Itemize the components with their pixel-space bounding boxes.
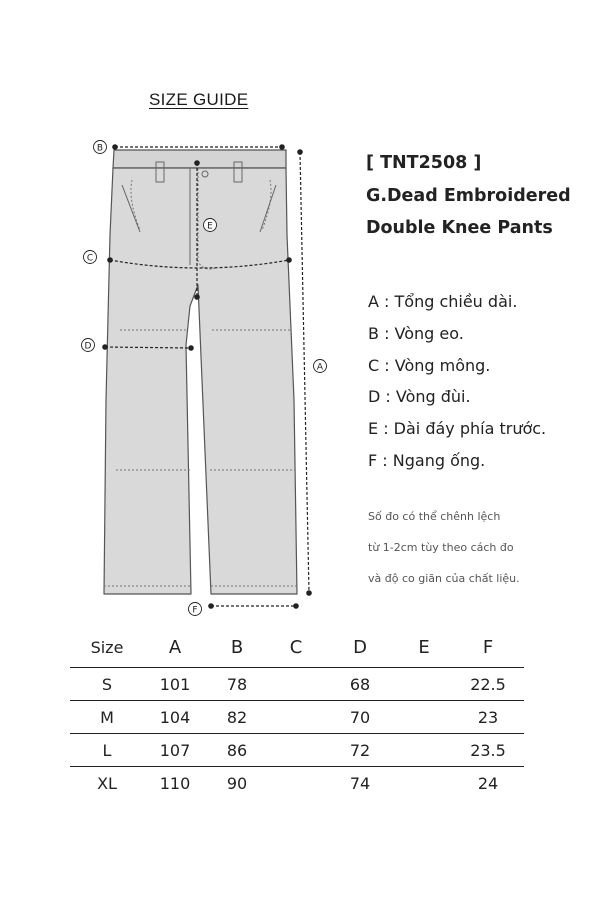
header-size: Size	[70, 627, 144, 668]
cell-size: L	[70, 734, 144, 767]
cell-d: 68	[324, 668, 396, 701]
marker-a	[314, 360, 327, 373]
cell-e	[396, 767, 452, 800]
header-b: B	[206, 627, 268, 668]
table-row	[70, 734, 524, 767]
legend-item-a: A : Tổng chiều dài.	[368, 292, 518, 311]
cell-a: 104	[144, 701, 206, 734]
cell-e	[396, 734, 452, 767]
cell-b: 90	[226, 773, 248, 793]
legend-item-b: B : Vòng eo.	[368, 324, 464, 343]
cell-c	[268, 767, 324, 800]
marker-d	[82, 339, 95, 352]
legend-item-d: D : Vòng đùi.	[368, 387, 471, 406]
marker-a-label: A	[316, 362, 324, 373]
cell-e	[396, 668, 452, 701]
marker-d-label: D	[84, 341, 92, 352]
marker-b-label: B	[96, 143, 104, 154]
product-name-line1: G.Dead Embroidered	[366, 186, 571, 206]
dimension-line-f	[209, 604, 298, 608]
table-row	[70, 701, 524, 734]
note-line-2: từ 1-2cm tùy theo cách đo	[368, 541, 514, 554]
dimension-line-a	[298, 150, 311, 595]
cell-size: M	[70, 701, 144, 734]
cell-a: 107	[144, 734, 206, 767]
cell-c	[268, 734, 324, 767]
cell-b: 82	[206, 701, 268, 734]
cell-f: 23.5	[452, 734, 524, 767]
header-a: A	[144, 627, 206, 668]
marker-e	[204, 219, 217, 232]
cell-d: 70	[324, 701, 396, 734]
marker-f	[189, 603, 202, 616]
cell-f: 23	[452, 701, 524, 734]
marker-c	[84, 251, 97, 264]
note-line-3: và độ co giãn của chất liệu.	[368, 572, 520, 585]
cell-d: 74	[349, 773, 371, 793]
table-row	[70, 668, 524, 701]
cell-c	[268, 668, 324, 701]
cell-e	[396, 701, 452, 734]
cell-a: 101	[144, 668, 206, 701]
header-d: D	[324, 627, 396, 668]
cell-d: 72	[324, 734, 396, 767]
cell-b: 86	[206, 734, 268, 767]
product-code: [ TNT2508 ]	[366, 153, 482, 173]
header-c: C	[268, 627, 324, 668]
cell-c	[268, 701, 324, 734]
cell-size: XL	[97, 773, 117, 793]
legend-item-c: C : Vòng mông.	[368, 356, 491, 375]
marker-c-label: C	[86, 253, 94, 264]
legend-item-f: F : Ngang ống.	[368, 451, 486, 470]
table-row	[70, 767, 524, 800]
cell-size: S	[70, 668, 144, 701]
table-header-row	[70, 627, 524, 668]
header-f: F	[452, 627, 524, 668]
cell-b: 78	[206, 668, 268, 701]
cell-a: 110	[159, 773, 191, 793]
product-name-line2: Double Knee Pants	[366, 218, 553, 238]
marker-b	[94, 141, 107, 154]
size-guide-title: SIZE GUIDE	[149, 90, 249, 109]
cell-f: 22.5	[452, 668, 524, 701]
legend-item-e: E : Dài đáy phía trước.	[368, 419, 547, 438]
size-table	[70, 627, 524, 799]
marker-e-label: E	[207, 221, 213, 232]
header-e: E	[396, 627, 452, 668]
marker-f-label: F	[192, 605, 198, 616]
dimension-line-b	[113, 145, 284, 149]
note-line-1: Số đo có thể chênh lệch	[368, 510, 501, 523]
pants-illustration	[104, 150, 297, 594]
cell-f: 24	[477, 773, 499, 793]
